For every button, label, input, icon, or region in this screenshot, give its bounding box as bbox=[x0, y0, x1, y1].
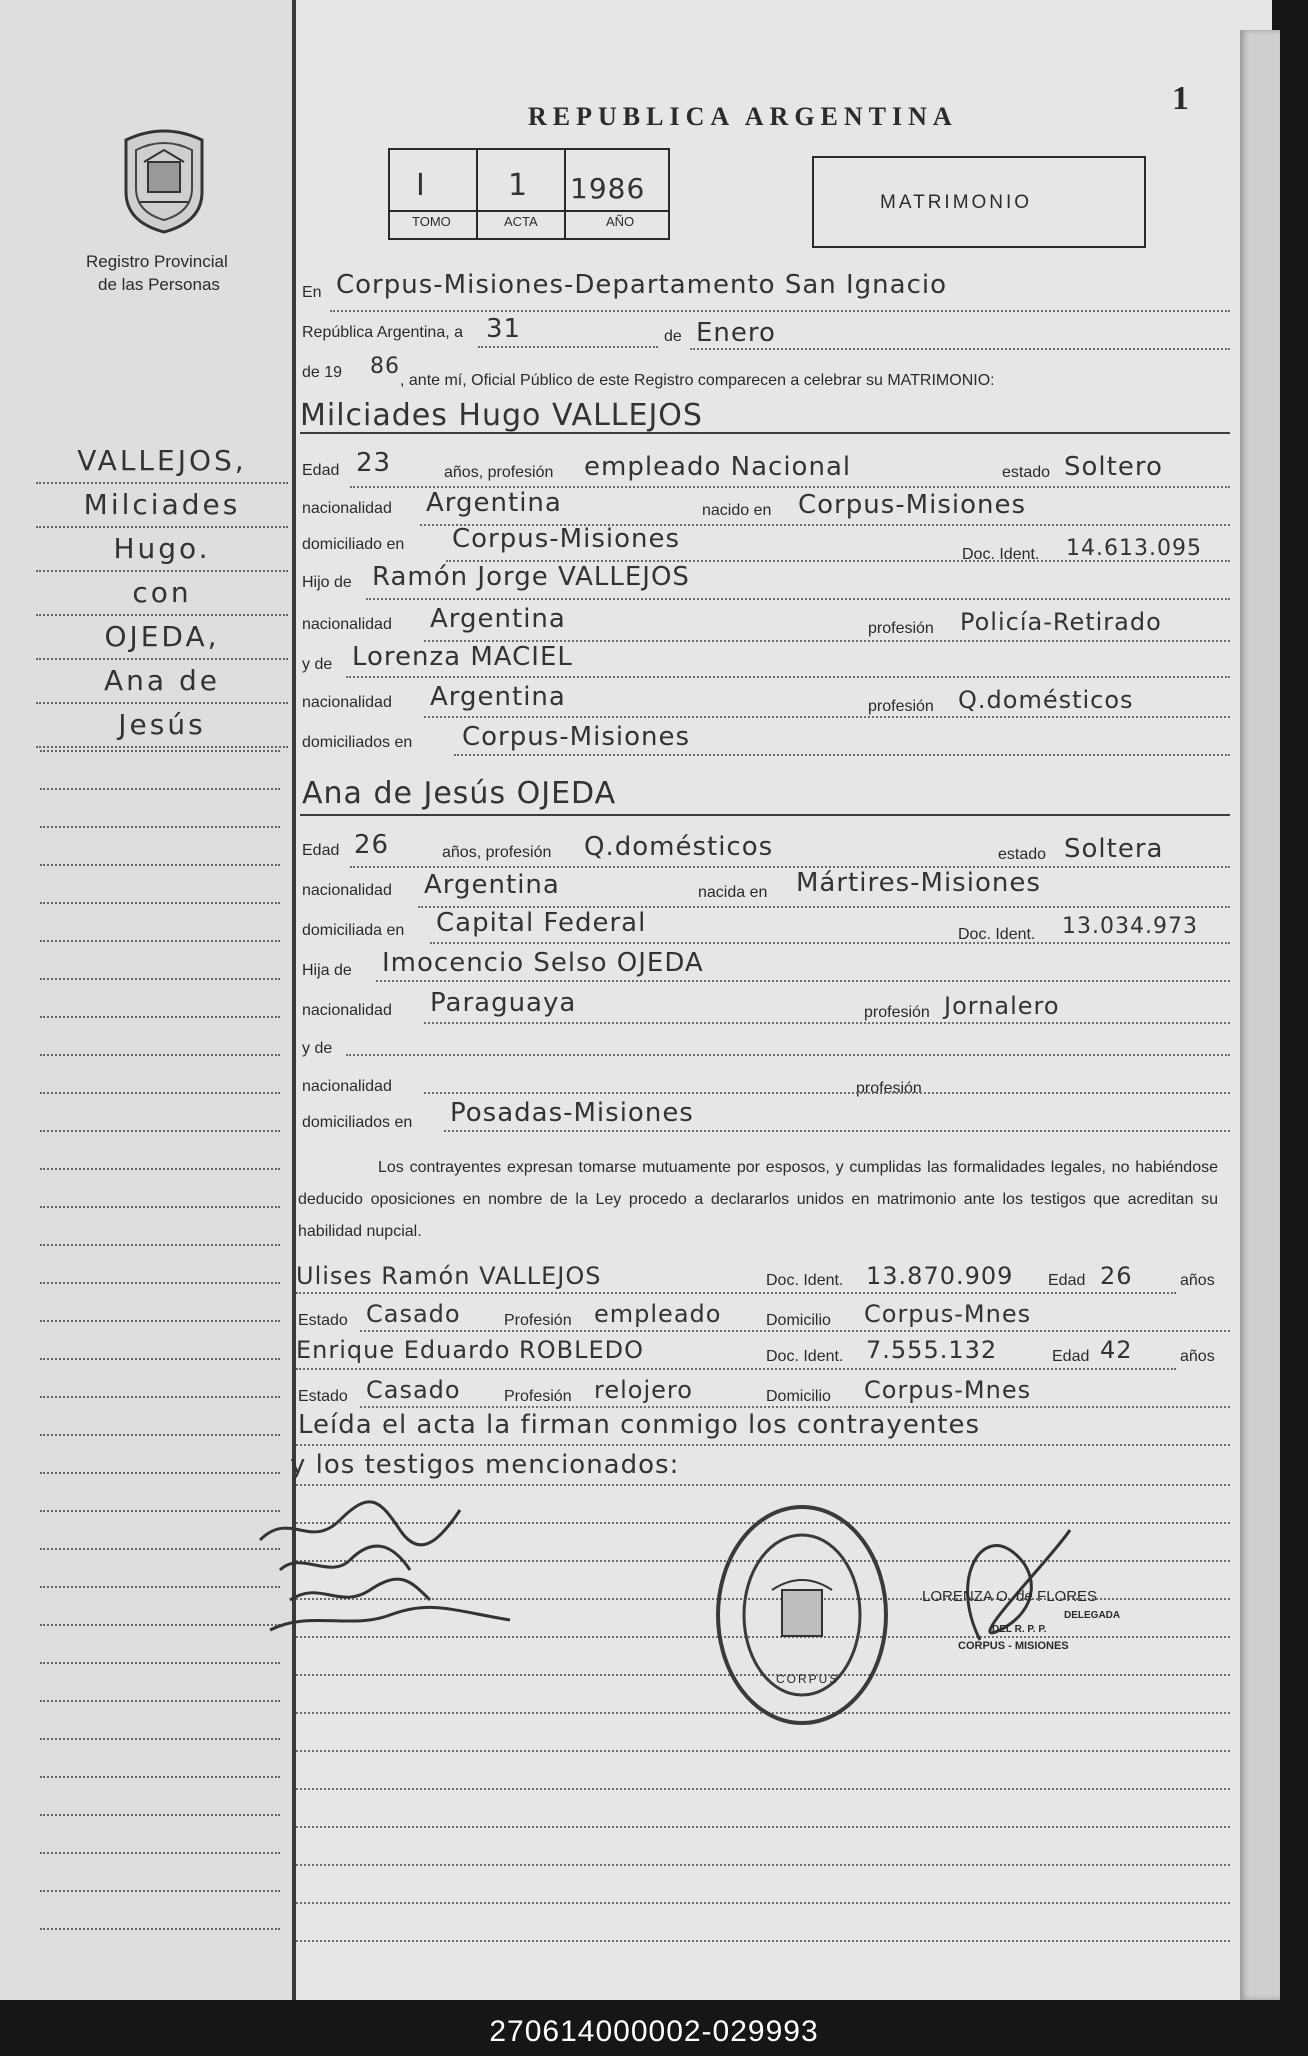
ano-value: 1986 bbox=[570, 172, 646, 205]
groom-domicile: Corpus-Misiones bbox=[452, 524, 681, 554]
bride-name: Ana de Jesús OJEDA bbox=[302, 776, 617, 811]
bride-doc: 13.034.973 bbox=[1062, 914, 1198, 939]
province-crest-icon bbox=[118, 122, 210, 234]
margin-line: OJEDA, bbox=[36, 616, 288, 660]
groom-doc: 14.613.095 bbox=[1066, 536, 1202, 561]
witness2-anos-label: años bbox=[1180, 1348, 1215, 1365]
witness1-anos-label: años bbox=[1180, 1272, 1215, 1289]
document-id: 270614000002-029993 bbox=[489, 2015, 819, 2048]
bride-father: Imocencio Selso OJEDA bbox=[382, 948, 704, 978]
groom-mother-nationality: Argentina bbox=[430, 682, 566, 712]
witness1-name: Ulises Ramón VALLEJOS bbox=[296, 1262, 602, 1290]
bride-nacida-label: nacida en bbox=[698, 884, 768, 901]
witness2-estado-label: Estado bbox=[298, 1388, 348, 1405]
groom-mother-nacionalidad-label: nacionalidad bbox=[302, 694, 392, 711]
groom-edad-label: Edad bbox=[302, 462, 340, 479]
bride-domiciliada-label: domiciliada en bbox=[302, 922, 405, 939]
declaration-text: Los contrayentes expresan tomarse mutuamente por esposos, y cumplidas las formalidades legales, no habiéndose deducido oposiciones en nombre de la Ley procedo a declararlos unidos en matrimonio ante los testigos que acreditan su habilidad nupcial. bbox=[298, 1159, 1218, 1240]
groom-father-profession: Policía-Retirado bbox=[960, 608, 1162, 636]
bride-father-profession: Jornalero bbox=[944, 992, 1060, 1020]
witness1-doc-label: Doc. Ident. bbox=[766, 1272, 844, 1289]
binding-edge bbox=[1240, 30, 1280, 2000]
witness2-edad-label: Edad bbox=[1052, 1348, 1090, 1365]
bride-doc-label: Doc. Ident. bbox=[958, 926, 1036, 943]
stamp-line1: LORENZA O. de FLORES bbox=[922, 1588, 1098, 1605]
bride-father-nacionalidad-label: nacionalidad bbox=[302, 1002, 392, 1019]
witness2-age: 42 bbox=[1100, 1336, 1133, 1364]
groom-father-nationality: Argentina bbox=[430, 604, 566, 634]
groom-mother-profesion-label: profesión bbox=[868, 698, 934, 715]
margin-line: Jesús bbox=[36, 704, 288, 748]
bride-profession: Q.domésticos bbox=[584, 832, 774, 862]
groom-civil-state: Soltero bbox=[1064, 452, 1163, 482]
bride-father-nationality: Paraguaya bbox=[430, 988, 577, 1018]
marriage-place: Corpus-Misiones-Departamento San Ignacio bbox=[336, 270, 948, 300]
bride-estado-label: estado bbox=[998, 846, 1047, 863]
witness2-profesion-label: Profesión bbox=[504, 1388, 572, 1405]
bride-age: 26 bbox=[354, 830, 390, 860]
groom-nacionalidad-label: nacionalidad bbox=[302, 500, 392, 517]
witness1-domicile: Corpus-Mnes bbox=[864, 1300, 1032, 1328]
bride-hija-label: Hija de bbox=[302, 962, 352, 979]
registry-name-line2: de las Personas bbox=[98, 275, 220, 294]
tomo-label: TOMO bbox=[412, 214, 451, 229]
signatures bbox=[250, 1480, 530, 1640]
closing-line2: y los testigos mencionados: bbox=[290, 1450, 680, 1480]
ano-label: AÑO bbox=[606, 214, 635, 229]
groom-nacido-label: nacido en bbox=[702, 502, 772, 519]
bride-mother-profesion-label: profesión bbox=[856, 1080, 922, 1097]
republica-label: República Argentina, a bbox=[302, 324, 463, 341]
margin-line: Ana de bbox=[36, 660, 288, 704]
page-number: 1 bbox=[1172, 80, 1189, 117]
bride-civil-state: Soltera bbox=[1064, 834, 1164, 864]
groom-age: 23 bbox=[356, 448, 392, 478]
groom-domiciliados-label: domiciliados en bbox=[302, 734, 413, 751]
witness2-profession: relojero bbox=[594, 1376, 693, 1404]
bride-y-de-label: y de bbox=[302, 1040, 333, 1057]
acta-label: ACTA bbox=[504, 214, 538, 229]
groom-anos-profesion-label: años, profesión bbox=[444, 464, 554, 481]
groom-birthplace: Corpus-Misiones bbox=[798, 490, 1027, 520]
groom-y-de-label: y de bbox=[302, 656, 333, 673]
marriage-day: 31 bbox=[486, 314, 522, 344]
groom-domiciliado-label: domiciliado en bbox=[302, 536, 405, 553]
column-divider bbox=[292, 0, 296, 2000]
stamp-line3: DEL R. P. P. bbox=[992, 1624, 1047, 1635]
bride-parents-domicile: Posadas-Misiones bbox=[450, 1098, 694, 1128]
witness2-domicilio-label: Domicilio bbox=[766, 1388, 831, 1405]
record-type: MATRIMONIO bbox=[880, 192, 1033, 213]
stamp-line4: CORPUS - MISIONES bbox=[958, 1640, 1069, 1652]
groom-father-profesion-label: profesión bbox=[868, 620, 934, 637]
acta-value: 1 bbox=[508, 168, 529, 203]
groom-father: Ramón Jorge VALLEJOS bbox=[372, 562, 690, 592]
margin-line: VALLEJOS, bbox=[36, 440, 288, 484]
witness1-edad-label: Edad bbox=[1048, 1272, 1086, 1289]
witness2-doc-label: Doc. Ident. bbox=[766, 1348, 844, 1365]
groom-doc-label: Doc. Ident. bbox=[962, 546, 1040, 563]
bride-father-profesion-label: profesión bbox=[864, 1004, 930, 1021]
year-prefix: de 19 bbox=[302, 364, 343, 381]
margin-note bbox=[36, 440, 288, 748]
bride-mother-nacionalidad-label: nacionalidad bbox=[302, 1078, 392, 1095]
month-de-label: de bbox=[664, 328, 682, 345]
groom-estado-label: estado bbox=[1002, 464, 1051, 481]
en-label: En bbox=[302, 284, 322, 301]
witness1-state: Casado bbox=[366, 1300, 461, 1328]
official-seal-icon bbox=[712, 1500, 892, 1730]
bride-birthplace: Mártires-Misiones bbox=[796, 868, 1041, 898]
stamp-line2: DELEGADA bbox=[1064, 1610, 1121, 1621]
groom-profession: empleado Nacional bbox=[584, 452, 852, 482]
witness1-doc: 13.870.909 bbox=[866, 1262, 1014, 1290]
marriage-year-suffix: 86 bbox=[370, 354, 400, 379]
margin-line: con bbox=[36, 572, 288, 616]
witness1-estado-label: Estado bbox=[298, 1312, 348, 1329]
witness2-name: Enrique Eduardo ROBLEDO bbox=[296, 1336, 644, 1364]
bride-nationality: Argentina bbox=[424, 870, 560, 900]
seal-bottom-text: CORPUS bbox=[776, 1672, 840, 1686]
bride-domicile: Capital Federal bbox=[436, 908, 647, 938]
country-title: REPUBLICA ARGENTINA bbox=[528, 102, 958, 131]
registry-name-line1: Registro Provincial bbox=[86, 252, 228, 271]
groom-father-nacionalidad-label: nacionalidad bbox=[302, 616, 392, 633]
bride-anos-profesion-label: años, profesión bbox=[442, 844, 552, 861]
bride-nacionalidad-label: nacionalidad bbox=[302, 882, 392, 899]
witness1-domicilio-label: Domicilio bbox=[766, 1312, 831, 1329]
closing-line1: Leída el acta la firman conmigo los contrayentes bbox=[298, 1410, 981, 1440]
groom-parents-domicile: Corpus-Misiones bbox=[462, 722, 691, 752]
groom-nationality: Argentina bbox=[426, 488, 562, 518]
tomo-value: I bbox=[416, 168, 426, 203]
witness1-age: 26 bbox=[1100, 1262, 1133, 1290]
witness1-profession: empleado bbox=[594, 1300, 722, 1328]
groom-mother-profession: Q.domésticos bbox=[958, 686, 1134, 714]
marriage-month: Enero bbox=[696, 318, 776, 348]
witness2-state: Casado bbox=[366, 1376, 461, 1404]
groom-hijo-label: Hijo de bbox=[302, 574, 352, 591]
margin-line: Hugo. bbox=[36, 528, 288, 572]
bride-edad-label: Edad bbox=[302, 842, 340, 859]
groom-name: Milciades Hugo VALLEJOS bbox=[300, 398, 703, 433]
groom-mother: Lorenza MACIEL bbox=[352, 642, 573, 672]
witness2-doc: 7.555.132 bbox=[866, 1336, 998, 1364]
witness1-profesion-label: Profesión bbox=[504, 1312, 572, 1329]
bride-domiciliados-label: domiciliados en bbox=[302, 1114, 413, 1131]
intro-text: , ante mí, Oficial Público de este Registro comparecen a celebrar su MATRIMONIO: bbox=[400, 372, 995, 389]
witness2-domicile: Corpus-Mnes bbox=[864, 1376, 1032, 1404]
margin-line: Milciades bbox=[36, 484, 288, 528]
